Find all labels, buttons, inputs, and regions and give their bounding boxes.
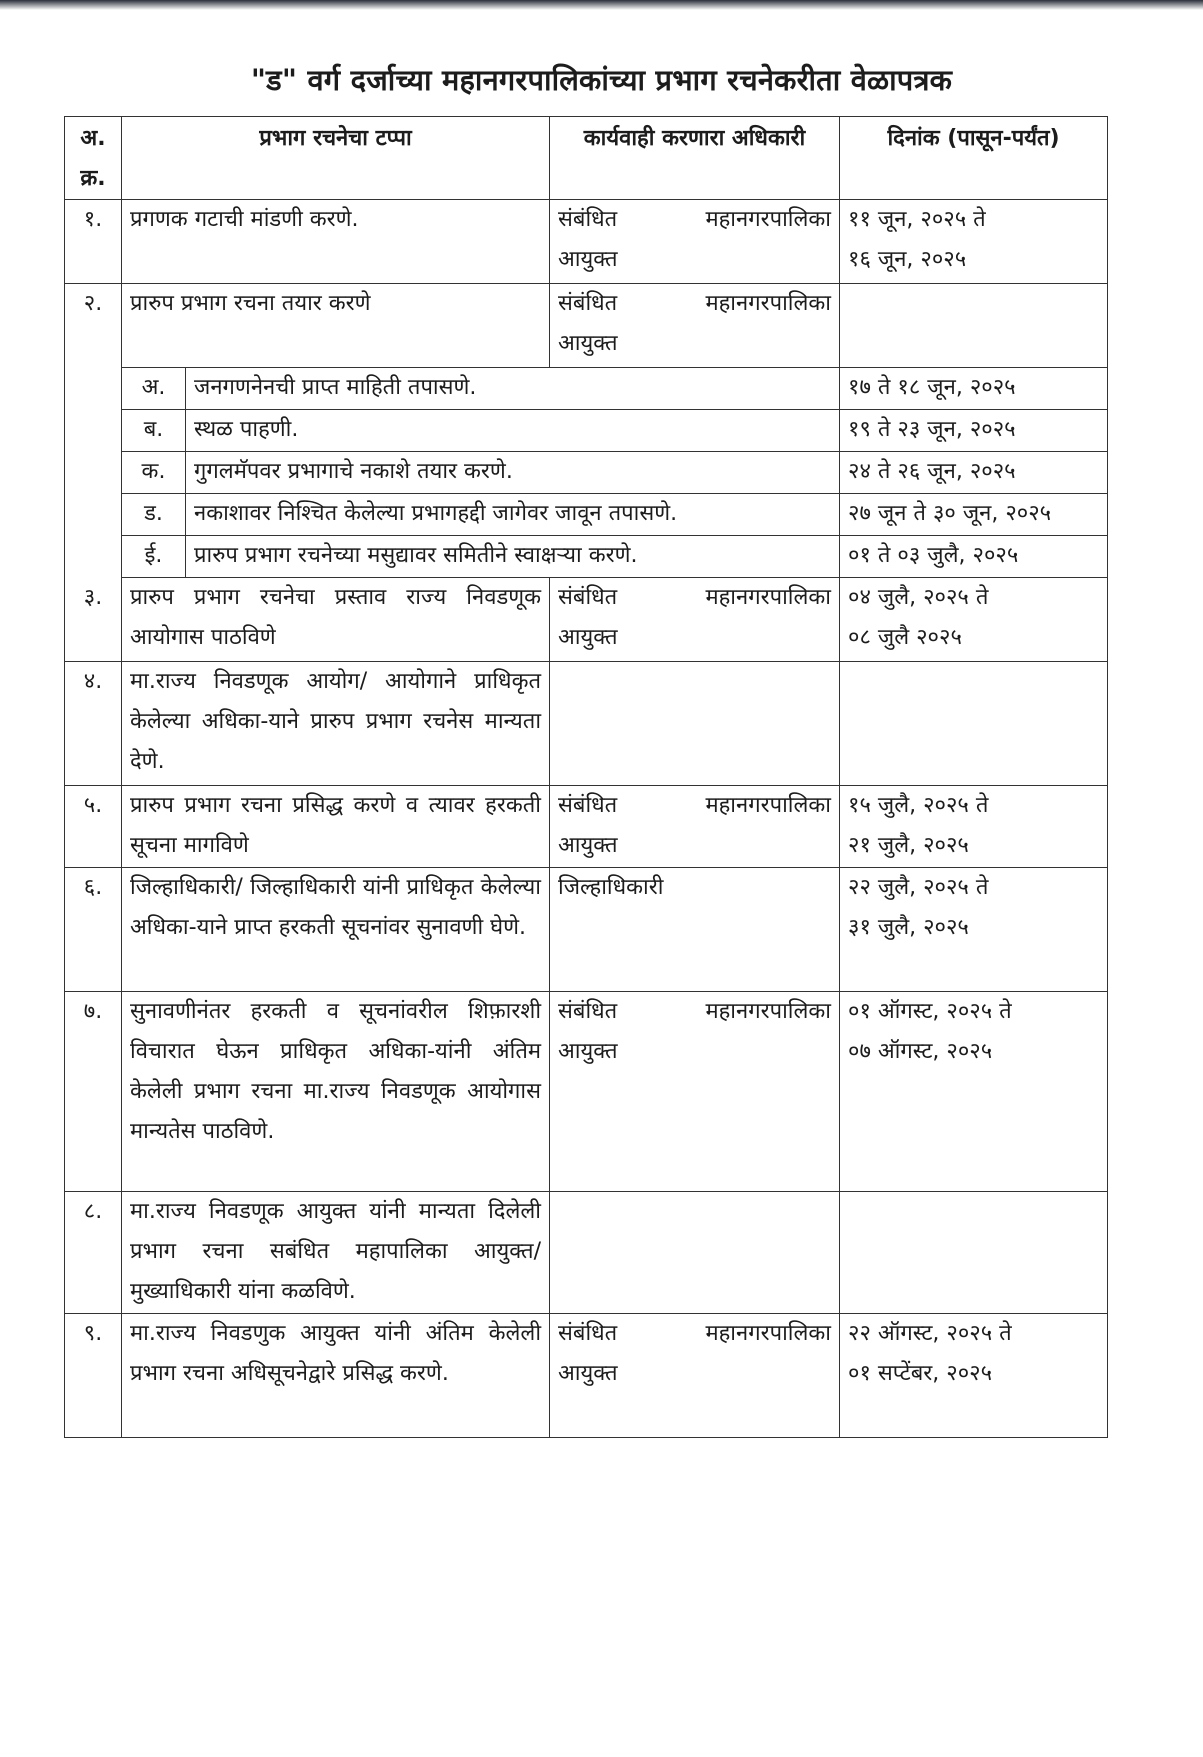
sub-row-date: ०१ ते ०३ जुलै, २०२५: [840, 536, 1108, 578]
row-stage: जिल्हाधिकारी/ जिल्हाधिकारी यांनी प्राधिकृत केलेल्या अधिका-याने प्राप्त हरकती सूचनांवर सुनावणी घेणे.: [122, 868, 550, 992]
row-stage: प्रारुप प्रभाग रचना प्रसिद्ध करणे व त्यावर हरकती सूचना मागविणे: [122, 786, 550, 868]
table-row: [65, 868, 1108, 992]
officer-line-c: आयुक्त: [558, 625, 618, 650]
row-officer: [550, 1192, 840, 1314]
sub-row-gutter: [65, 494, 122, 536]
date-to: ३१ जुलै, २०२५: [848, 915, 969, 940]
row-number: ६.: [65, 868, 122, 992]
date-from: ०१ ऑगस्ट, २०२५ ते: [848, 999, 1012, 1024]
row-date: [840, 284, 1108, 368]
row-stage: मा.राज्य निवडणुक आयुक्त यांनी अंतिम केलेली प्रभाग रचना अधिसूचनेद्वारे प्रसिद्ध करणे.: [122, 1314, 550, 1438]
page-title: "ड" वर्ग दर्जाच्या महानगरपालिकांच्या प्रभाग रचनेकरीता वेळापत्रक: [250, 63, 953, 97]
sub-row-gutter: [65, 536, 122, 578]
row-number: ५.: [65, 786, 122, 868]
row-date: [840, 786, 1108, 868]
row-date: [840, 1314, 1108, 1438]
date-to: ०८ जुलै २०२५: [848, 625, 962, 650]
sub-row-task: गुगलमॅपवर प्रभागाचे नकाशे तयार करणे.: [186, 452, 840, 494]
officer-line-b: महानगरपालिका: [705, 1321, 832, 1346]
sub-row-gutter: [65, 410, 122, 452]
row-date: [840, 992, 1108, 1192]
officer-line-c: आयुक्त: [558, 1039, 618, 1064]
sub-row: [65, 368, 1108, 410]
date-to: ०७ ऑगस्ट, २०२५: [848, 1039, 993, 1064]
officer-line-a: संबंधित: [558, 207, 618, 232]
row-officer: [550, 992, 840, 1192]
officer-line-a: संबंधित: [558, 585, 618, 610]
date-to: २१ जुलै, २०२५: [848, 833, 969, 858]
table-row: [65, 786, 1108, 868]
sub-row-gutter: [65, 368, 122, 410]
header-date: दिनांक (पासून-पर्यंत): [840, 117, 1108, 200]
sub-row-date: २४ ते २६ जून, २०२५: [840, 452, 1108, 494]
table-row: [65, 200, 1108, 284]
row-officer: [550, 786, 840, 868]
sub-row-letter: ड.: [122, 494, 186, 536]
sub-row-date: २७ जून ते ३० जून, २०२५: [840, 494, 1108, 536]
table-row: [65, 578, 1108, 662]
header-officer: कार्यवाही करणारा अधिकारी: [550, 117, 840, 200]
row-date: [840, 868, 1108, 992]
officer-line-b: महानगरपालिका: [705, 585, 832, 610]
officer-line-a: संबंधित: [558, 291, 618, 316]
table-row: [65, 284, 1108, 368]
officer-line-b: महानगरपालिका: [705, 291, 832, 316]
sub-row-letter: ई.: [122, 536, 186, 578]
row-stage: प्रगणक गटाची मांडणी करणे.: [122, 200, 550, 284]
date-from: ०४ जुलै, २०२५ ते: [848, 585, 989, 610]
officer-line-c: आयुक्त: [558, 247, 618, 272]
row-stage: सुनावणीनंतर हरकती व सूचनांवरील शिफ़ारशी विचारात घेऊन प्राधिकृत अधिका-यांनी अंतिम केलेली प्रभाग रचना मा.राज्य निवडणूक आयोगास मान्यतेस पाठविणे.: [122, 992, 550, 1192]
table-row: [65, 662, 1108, 786]
officer-line-b: महानगरपालिका: [705, 999, 832, 1024]
officer-line-a: संबंधित: [558, 999, 618, 1024]
row-number: ४.: [65, 662, 122, 786]
header-stage: प्रभाग रचनेचा टप्पा: [122, 117, 550, 200]
date-from: १५ जुलै, २०२५ ते: [848, 793, 989, 818]
sub-row-gutter: [65, 452, 122, 494]
sub-row-date: १७ ते १८ जून, २०२५: [840, 368, 1108, 410]
sub-row: [65, 410, 1108, 452]
date-to: १६ जून, २०२५: [848, 247, 967, 272]
officer-line-b: महानगरपालिका: [705, 793, 832, 818]
date-from: २२ जुलै, २०२५ ते: [848, 875, 989, 900]
row-officer: [550, 1314, 840, 1438]
header-row: [65, 117, 1108, 200]
row-date: [840, 662, 1108, 786]
row-officer: [550, 284, 840, 368]
date-from: २२ ऑगस्ट, २०२५ ते: [848, 1321, 1012, 1346]
sub-row-letter: ब.: [122, 410, 186, 452]
sub-row: [65, 536, 1108, 578]
row-stage: प्रारुप प्रभाग रचना तयार करणे: [122, 284, 550, 368]
sub-row-date: १९ ते २३ जून, २०२५: [840, 410, 1108, 452]
sub-row: [65, 452, 1108, 494]
row-date: [840, 1192, 1108, 1314]
row-number: ८.: [65, 1192, 122, 1314]
row-number: १.: [65, 200, 122, 284]
sub-row: [65, 494, 1108, 536]
officer-line-c: आयुक्त: [558, 331, 618, 356]
schedule-table: [64, 116, 1108, 1438]
officer-line-a: संबंधित: [558, 1321, 618, 1346]
sub-row-task: प्रारुप प्रभाग रचनेच्या मसुद्यावर समितीने स्वाक्षऱ्या करणे.: [186, 536, 840, 578]
date-from: ११ जून, २०२५ ते: [848, 207, 986, 232]
officer-line-b: महानगरपालिका: [705, 207, 832, 232]
sub-row-task: नकाशावर निश्चित केलेल्या प्रभागहद्दी जागेवर जावून तपासणे.: [186, 494, 840, 536]
officer-line-c: आयुक्त: [558, 1361, 618, 1386]
row-number: ३.: [65, 578, 122, 662]
row-officer: जिल्हाधिकारी: [550, 868, 840, 992]
row-number: ७.: [65, 992, 122, 1192]
row-number: २.: [65, 284, 122, 368]
row-date: [840, 200, 1108, 284]
sub-row-letter: अ.: [122, 368, 186, 410]
sub-row-task: जनगणनेनची प्राप्त माहिती तपासणे.: [186, 368, 840, 410]
header-serial: अ. क्र.: [65, 117, 122, 200]
table-row: [65, 1314, 1108, 1438]
date-to: ०१ सप्टेंबर, २०२५: [848, 1361, 993, 1386]
row-officer: [550, 200, 840, 284]
row-number: ९.: [65, 1314, 122, 1438]
row-officer: [550, 578, 840, 662]
row-officer: [550, 662, 840, 786]
officer-line-a: संबंधित: [558, 793, 618, 818]
row-stage: मा.राज्य निवडणूक आयुक्त यांनी मान्यता दिलेली प्रभाग रचना सबंधित महापालिका आयुक्त/ मुख्याधिकारी यांना कळविणे.: [122, 1192, 550, 1314]
scan-edge: [0, 0, 1203, 10]
officer-line-c: आयुक्त: [558, 833, 618, 858]
table-row: [65, 1192, 1108, 1314]
row-stage: प्रारुप प्रभाग रचनेचा प्रस्ताव राज्य निवडणूक आयोगास पाठविणे: [122, 578, 550, 662]
row-date: [840, 578, 1108, 662]
sub-row-task: स्थळ पाहणी.: [186, 410, 840, 452]
sub-row-letter: क.: [122, 452, 186, 494]
row-stage: मा.राज्य निवडणूक आयोग/ आयोगाने प्राधिकृत केलेल्या अधिका-याने प्रारुप प्रभाग रचनेस मान्यता देणे.: [122, 662, 550, 786]
table-row: [65, 992, 1108, 1192]
